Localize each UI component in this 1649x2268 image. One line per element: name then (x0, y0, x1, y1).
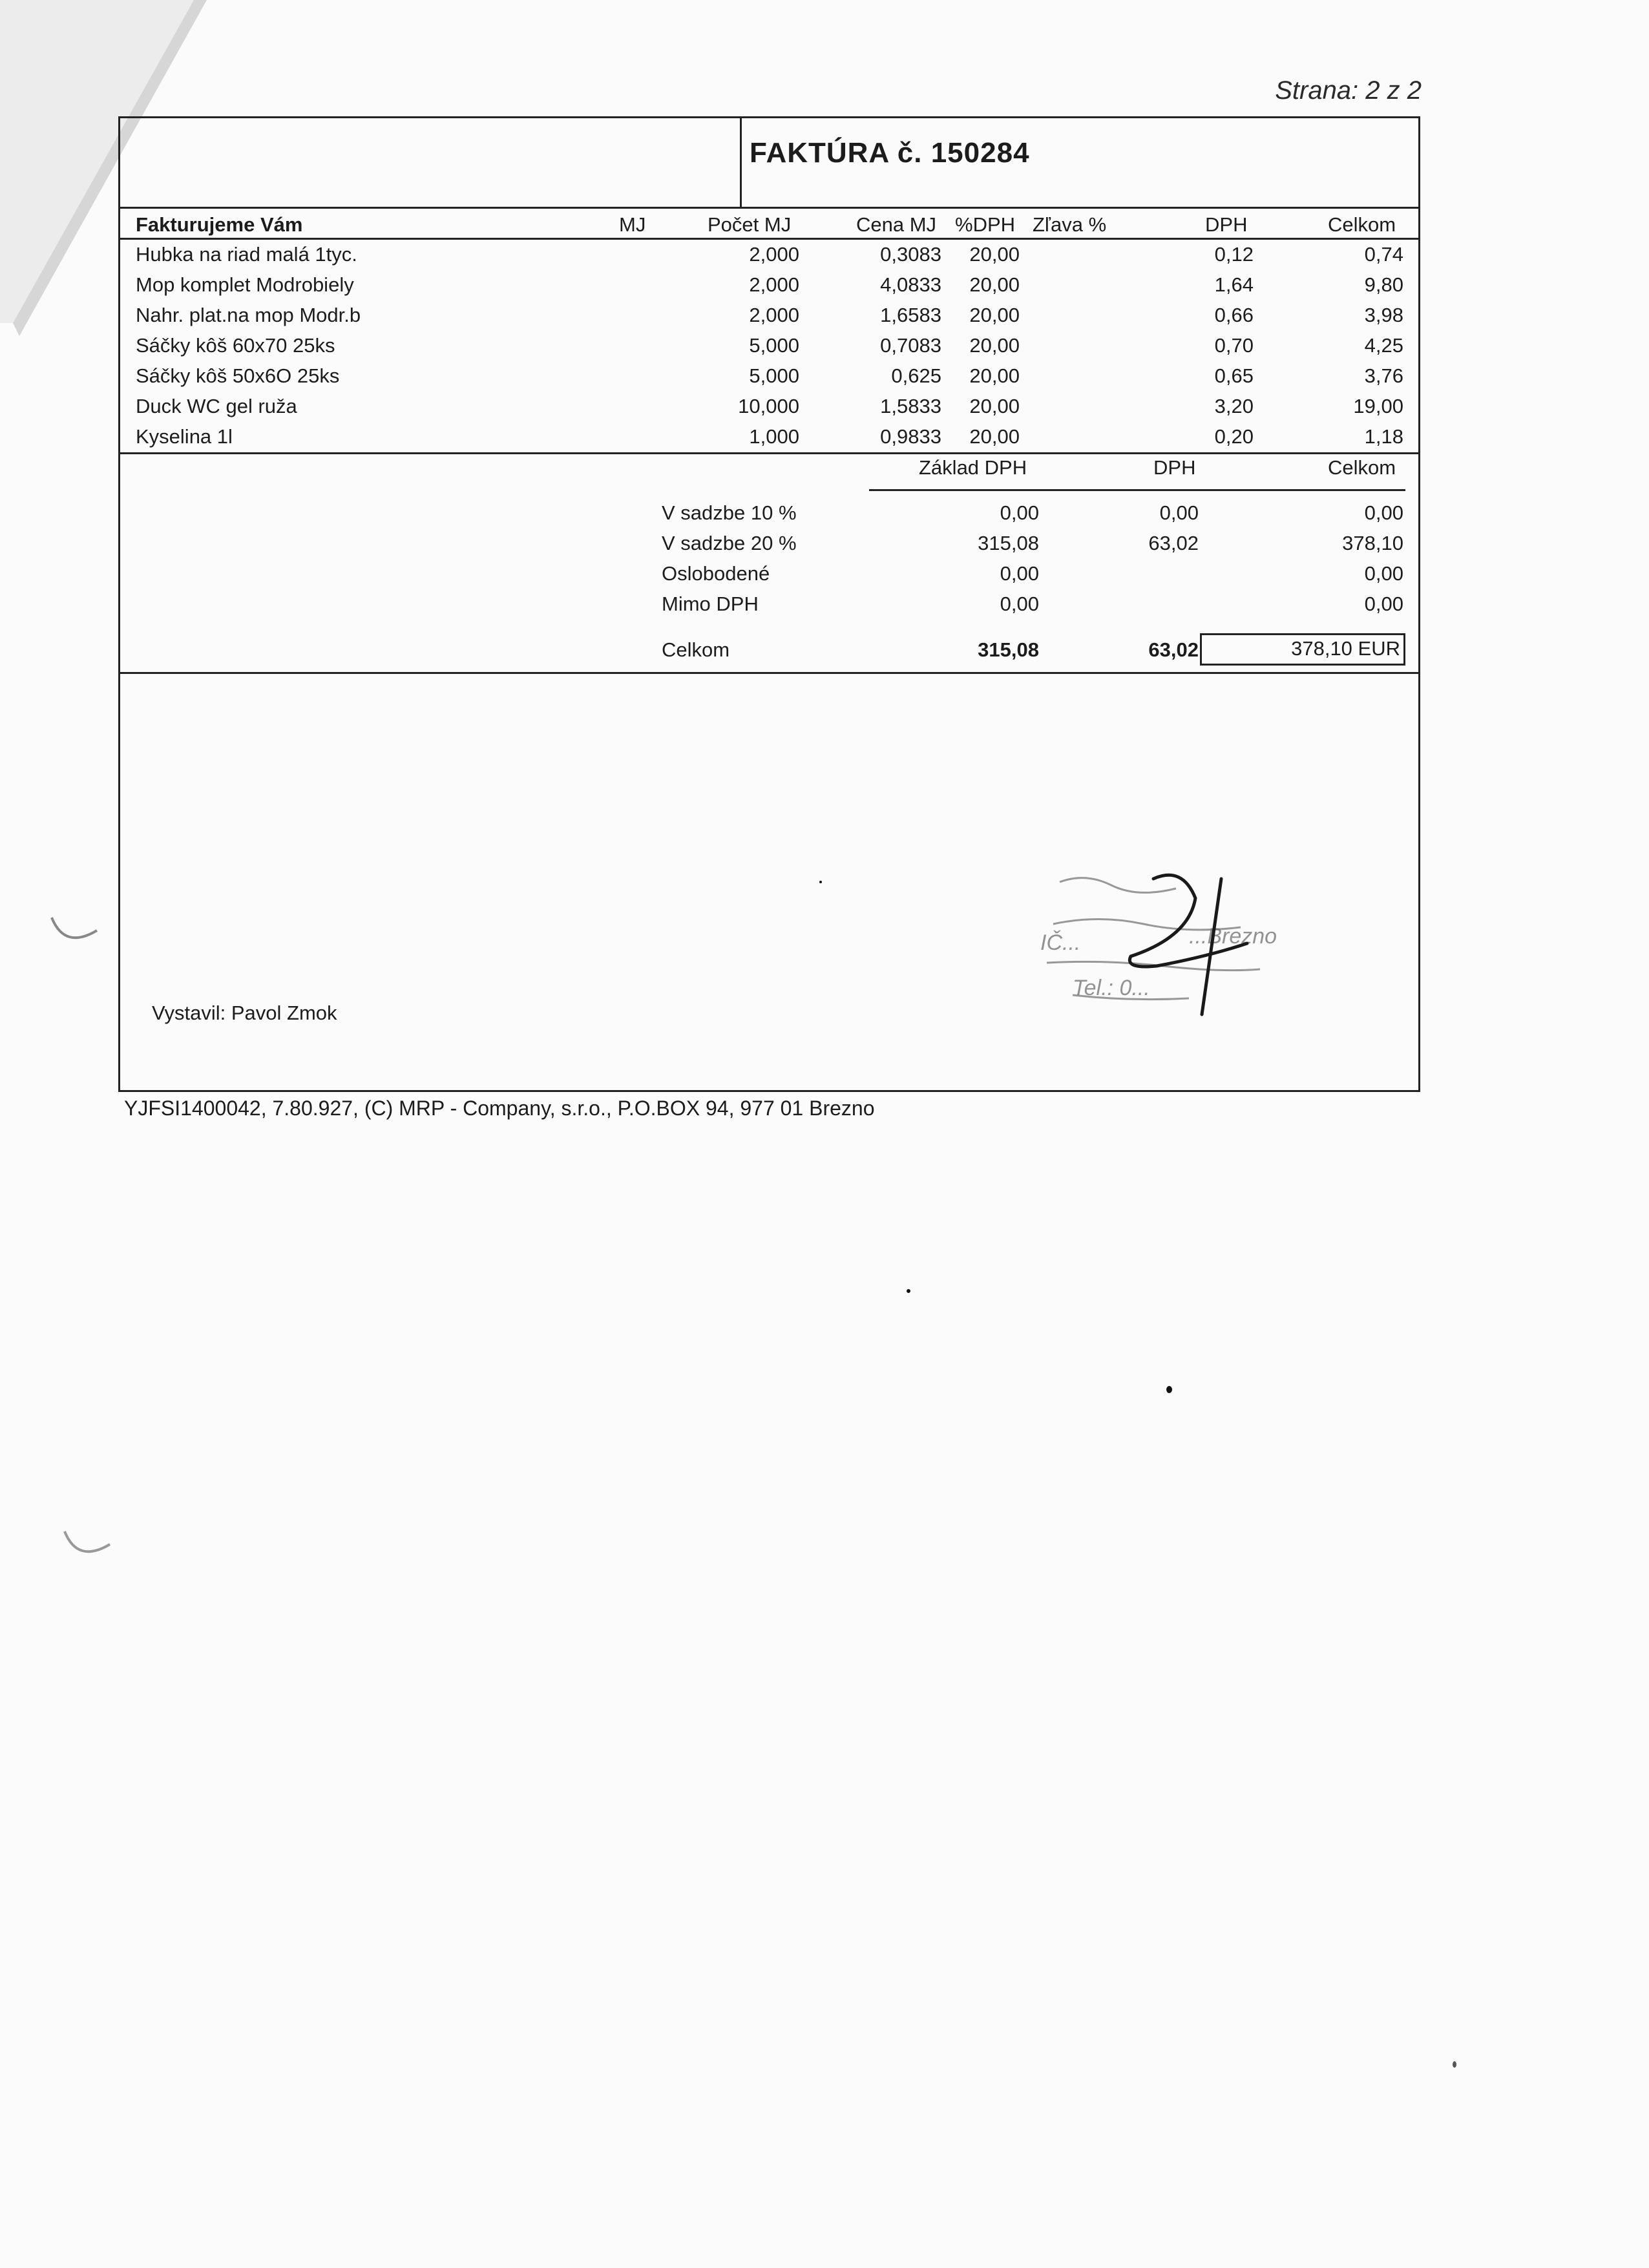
item-name: Sáčky kôš 60x70 25ks (136, 334, 335, 357)
col-header-vat: DPH (1205, 213, 1248, 236)
item-vat-pct: 20,00 (969, 334, 1020, 357)
summary-vat (1073, 558, 1199, 589)
item-vat-pct: 20,00 (969, 304, 1020, 326)
stamp-line-3: Tel.: 0... (1073, 976, 1150, 1000)
speck (1166, 1386, 1172, 1393)
punch-hole-mark-bottom (58, 1518, 116, 1570)
stamp-line-2: IČ... (1040, 930, 1081, 955)
col-header-mj: MJ (619, 213, 646, 236)
item-qty: 5,000 (749, 334, 799, 357)
speck (1453, 2061, 1456, 2068)
summary-base: 0,00 (1000, 593, 1039, 615)
item-price: 1,5833 (880, 395, 941, 417)
item-qty: 2,000 (749, 304, 799, 326)
col-header-price: Cena MJ (856, 213, 937, 236)
item-vat: 1,64 (1214, 273, 1254, 296)
item-qty: 2,000 (749, 243, 799, 266)
speck (819, 881, 822, 883)
summary-vat: 63,02 (1148, 532, 1199, 554)
item-name: Kyselina 1l (136, 425, 233, 448)
header-top-rule (118, 207, 1420, 209)
summary-header-total: Celkom (1328, 456, 1396, 479)
grand-total-vat: 63,02 (1148, 638, 1199, 661)
item-vat-pct: 20,00 (969, 364, 1020, 387)
item-name: Hubka na riad malá 1tyc. (136, 243, 357, 266)
item-price: 0,9833 (880, 425, 941, 448)
item-qty: 2,000 (749, 273, 799, 296)
items-bottom-rule (118, 452, 1420, 454)
item-price: 0,625 (891, 364, 941, 387)
item-vat: 0,12 (1214, 243, 1254, 266)
item-vat: 3,20 (1214, 395, 1254, 417)
item-qty: 1,000 (749, 425, 799, 448)
summary-base: 0,00 (1000, 501, 1039, 524)
item-name: Mop komplet Modrobiely (136, 273, 354, 296)
col-header-name: Fakturujeme Vám (136, 213, 303, 236)
summary-vat (1073, 589, 1199, 619)
item-vat-pct: 20,00 (969, 425, 1020, 448)
summary-header-rule (869, 489, 1405, 491)
item-price: 0,7083 (880, 334, 941, 357)
summary-label: Oslobodené (662, 562, 770, 585)
summary-vat: 0,00 (1159, 501, 1199, 524)
item-price: 1,6583 (880, 304, 941, 326)
issued-by: Vystavil: Pavol Zmok (152, 1002, 337, 1024)
col-header-vat-pct: %DPH (955, 213, 1016, 236)
item-total: 0,74 (1364, 243, 1403, 266)
item-name: Sáčky kôš 50x6O 25ks (136, 364, 340, 387)
page-number-label: Strana: 2 z 2 (1275, 76, 1422, 105)
item-total: 1,18 (1364, 425, 1403, 448)
punch-hole-mark-top (45, 905, 103, 956)
summary-bottom-rule (118, 672, 1420, 674)
col-header-qty: Počet MJ (708, 213, 792, 236)
item-price: 0,3083 (880, 243, 941, 266)
summary-total: 378,10 (1342, 532, 1403, 554)
summary-label: V sadzbe 10 % (662, 501, 797, 524)
summary-label: Mimo DPH (662, 593, 759, 615)
summary-total: 0,00 (1364, 501, 1403, 524)
stamp-line-1: ...Brezno (1189, 924, 1277, 949)
col-header-discount: Zľava % (1033, 213, 1107, 236)
invoice-title: FAKTÚRA č. 150284 (750, 137, 1030, 169)
summary-total: 0,00 (1364, 593, 1403, 615)
summary-label: V sadzbe 20 % (662, 532, 797, 554)
summary-base: 315,08 (978, 532, 1039, 554)
item-name: Duck WC gel ruža (136, 395, 297, 417)
item-total: 4,25 (1364, 334, 1403, 357)
summary-header-vat: DPH (1153, 456, 1196, 479)
col-header-total: Celkom (1328, 213, 1396, 236)
item-qty: 10,000 (738, 395, 799, 417)
stamp-and-signature (1027, 853, 1350, 1047)
summary-total: 0,00 (1364, 562, 1403, 585)
footer-info: YJFSI1400042, 7.80.927, (C) MRP - Company, s.r.o., P.O.BOX 94, 977 01 Brezno (124, 1097, 875, 1120)
grand-total-amount: 378,10 EUR (1291, 637, 1400, 660)
item-vat: 0,65 (1214, 364, 1254, 387)
grand-total-label: Celkom (662, 638, 730, 661)
item-vat: 0,20 (1214, 425, 1254, 448)
summary-header-base: Základ DPH (919, 456, 1027, 479)
grand-total-base: 315,08 (978, 638, 1039, 661)
speck (907, 1289, 910, 1293)
item-total: 9,80 (1364, 273, 1403, 296)
item-vat-pct: 20,00 (969, 273, 1020, 296)
item-qty: 5,000 (749, 364, 799, 387)
item-vat: 0,66 (1214, 304, 1254, 326)
summary-base: 0,00 (1000, 562, 1039, 585)
item-name: Nahr. plat.na mop Modr.b (136, 304, 361, 326)
item-vat-pct: 20,00 (969, 243, 1020, 266)
item-total: 3,76 (1364, 364, 1403, 387)
item-total: 3,98 (1364, 304, 1403, 326)
item-vat-pct: 20,00 (969, 395, 1020, 417)
item-vat: 0,70 (1214, 334, 1254, 357)
item-total: 19,00 (1353, 395, 1403, 417)
item-price: 4,0833 (880, 273, 941, 296)
